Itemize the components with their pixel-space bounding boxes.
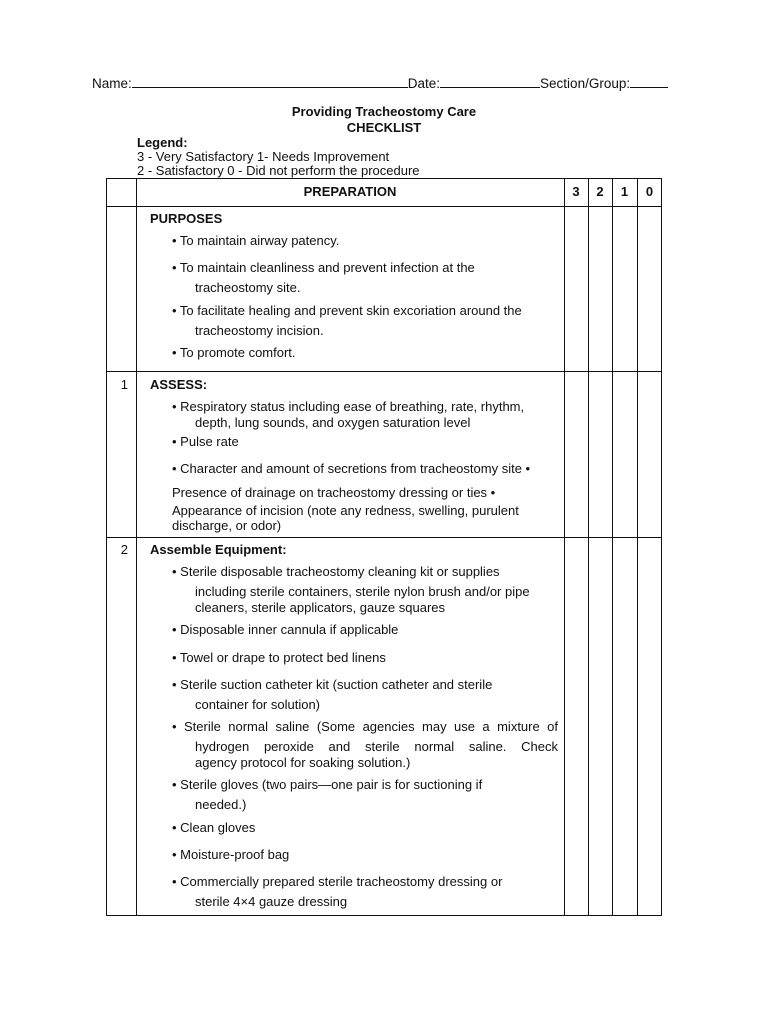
score-cell-equipment-0[interactable] [638, 538, 661, 915]
equipment-item [172, 620, 558, 640]
document-subtitle: CHECKLIST [346, 120, 422, 135]
equipment-item [172, 845, 558, 865]
assess-item-text: Presence of drainage on tracheostomy dressing or ties • [172, 485, 496, 500]
equipment-title: Assemble Equipment: [150, 542, 287, 557]
score-cell-assess-1[interactable] [613, 372, 637, 537]
equipment-item-text: agency protocol for soaking solution.) [195, 755, 411, 770]
score-cell-assess-3[interactable] [565, 372, 588, 537]
purpose-item-text: tracheostomy incision. [195, 323, 324, 338]
equipment-item [172, 818, 558, 838]
equipment-item-text: • Sterile suction catheter kit (suction catheter and sterile [172, 677, 493, 692]
equipment-item-text: including sterile containers, sterile nylon brush and/or pipe [195, 584, 530, 599]
purpose-item [172, 258, 558, 298]
legend-line-2: 2 - Satisfactory 0 - Did not perform the procedure [137, 163, 420, 178]
row-number-equipment: 2 [120, 542, 128, 557]
assess-item-text: • Respiratory status including ease of breathing, rate, rhythm, [172, 399, 525, 414]
name-blank[interactable] [132, 76, 408, 88]
purpose-item-text: • To maintain airway patency. [172, 233, 340, 248]
purposes-title: PURPOSES [150, 211, 223, 226]
document-title: Providing Tracheostomy Care [291, 104, 477, 119]
assess-item [172, 503, 558, 533]
score-cell-equipment-3[interactable] [565, 538, 588, 915]
assess-item [172, 399, 558, 431]
score-cell-equipment-1[interactable] [613, 538, 637, 915]
equipment-item-text: • Sterile disposable tracheostomy cleaning kit or supplies [172, 564, 500, 579]
score-header-0: 0 [645, 184, 654, 199]
equipment-item-text: • Moisture-proof bag [172, 847, 290, 862]
date-label: Date: [407, 76, 441, 91]
score-header-3: 3 [572, 184, 580, 199]
equipment-item [172, 648, 558, 668]
equipment-item [172, 562, 558, 602]
assess-title: ASSESS: [150, 377, 208, 392]
equipment-item-text: needed.) [195, 797, 247, 812]
purpose-item-text: • To promote comfort. [172, 345, 296, 360]
equipment-item [172, 717, 558, 757]
score-header-1: 1 [620, 184, 629, 199]
assess-item [172, 459, 558, 479]
equipment-item-text: • Sterile normal saline (Some agencies may use a mixture of [172, 719, 558, 734]
equipment-item-text: • Commercially prepared sterile tracheostomy dressing or [172, 874, 503, 889]
equipment-item [172, 600, 558, 615]
equipment-item-text: hydrogen peroxide and sterile normal saline. Check [195, 739, 558, 754]
assess-item-text: discharge, or odor) [172, 518, 282, 533]
equipment-item-text: • Disposable inner cannula if applicable [172, 622, 399, 637]
score-cell-assess-2[interactable] [589, 372, 612, 537]
header-fields [92, 76, 668, 91]
legend-title: Legend: [137, 135, 188, 150]
legend [137, 136, 420, 178]
score-cell-equipment-2[interactable] [589, 538, 612, 915]
assess-item-text: Appearance of incision (note any redness, swelling, purulent [172, 503, 519, 518]
equipment-item-text: • Towel or drape to protect bed linens [172, 650, 386, 665]
assess-item [172, 432, 558, 452]
purpose-item [172, 301, 558, 341]
assess-item-text: • Character and amount of secretions from tracheostomy site • [172, 461, 531, 476]
score-header-2: 2 [596, 184, 604, 199]
legend-line-1: 3 - Very Satisfactory 1- Needs Improvement [137, 149, 390, 164]
equipment-item [172, 872, 558, 912]
purpose-item-text: • To facilitate healing and prevent skin excoriation around the [172, 303, 522, 318]
equipment-item-text: • Sterile gloves (two pairs—one pair is for suctioning if [172, 777, 483, 792]
purpose-item [172, 343, 558, 363]
equipment-item [172, 775, 558, 815]
section-blank[interactable] [630, 76, 668, 88]
equipment-item-text: • Clean gloves [172, 820, 256, 835]
purpose-item [172, 231, 558, 251]
equipment-item [172, 755, 558, 770]
equipment-item-text: container for solution) [195, 697, 321, 712]
purpose-item-text: • To maintain cleanliness and prevent infection at the [172, 260, 475, 275]
date-blank[interactable] [440, 76, 540, 88]
row-number-assess: 1 [120, 377, 128, 392]
assess-item [172, 485, 558, 500]
equipment-item [172, 675, 558, 715]
score-cell-purposes-3[interactable] [565, 207, 588, 371]
table-divider [136, 178, 137, 916]
name-label: Name: [92, 76, 132, 91]
purpose-item-text: tracheostomy site. [195, 280, 301, 295]
equipment-item-text: cleaners, sterile applicators, gauze squares [195, 600, 446, 615]
score-cell-assess-0[interactable] [638, 372, 661, 537]
section-label: Section/Group: [540, 76, 631, 91]
preparation-header: PREPARATION [303, 184, 397, 199]
assess-item-text: depth, lung sounds, and oxygen saturation level [195, 415, 471, 430]
assess-item-text: • Pulse rate [172, 434, 239, 449]
equipment-item-text: sterile 4×4 gauze dressing [195, 894, 348, 909]
